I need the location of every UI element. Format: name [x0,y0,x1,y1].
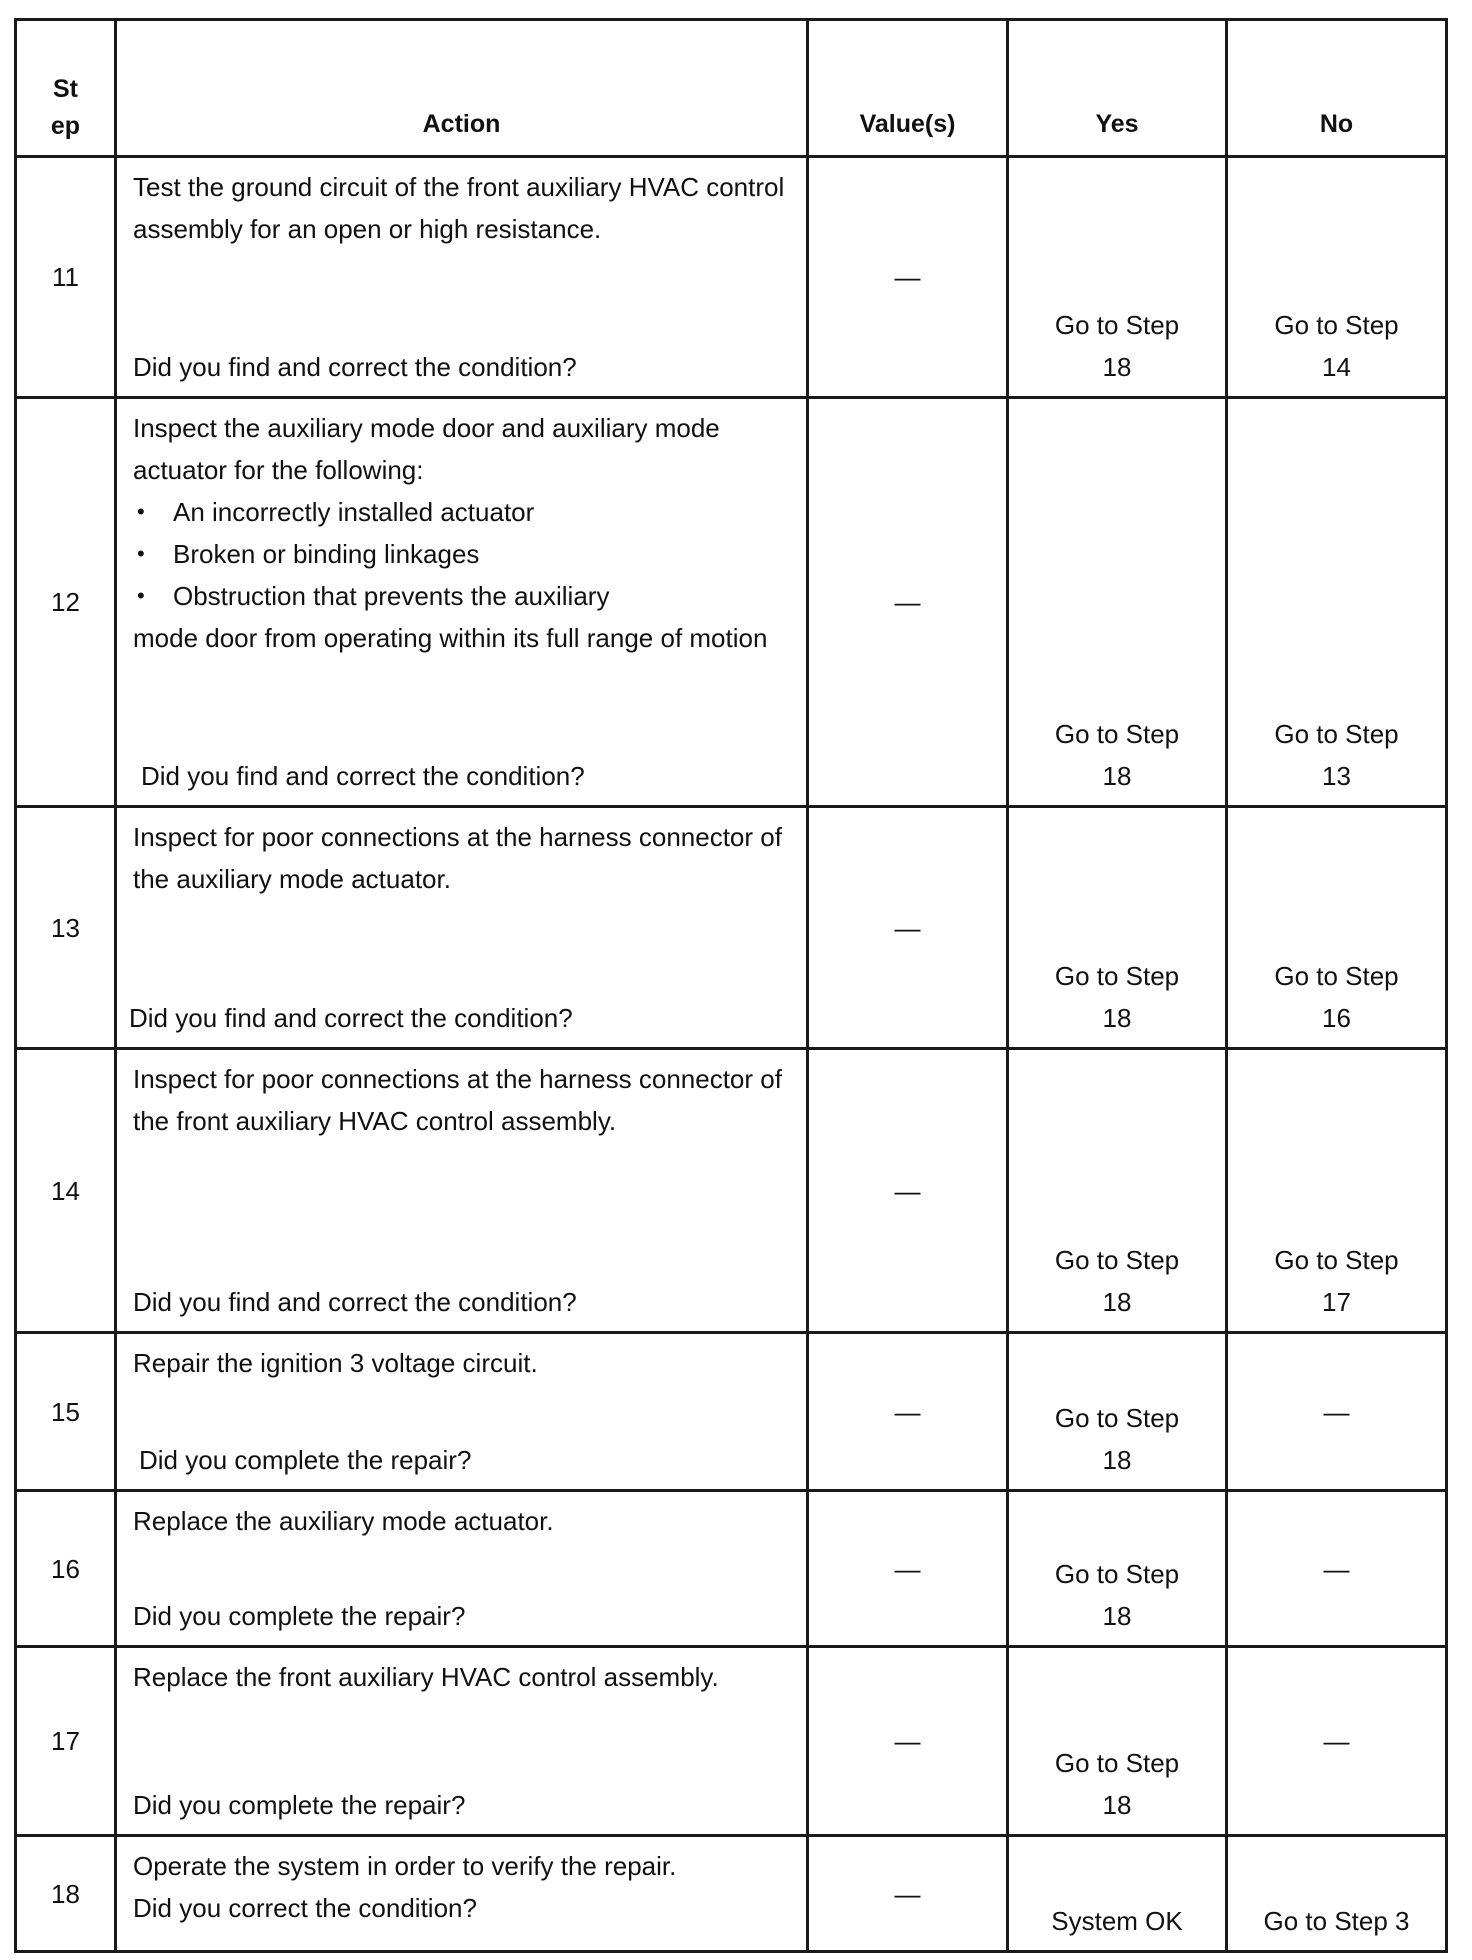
action-question: Did you find and correct the condition? [133,352,577,382]
action-cell [116,398,808,807]
no-cell [1227,807,1447,1049]
action-text: Repair the ignition 3 voltage circuit. [133,1348,538,1378]
bullet-list [133,491,796,617]
yes-goto-step: 18 [1102,1790,1132,1820]
no-goto-step: 16 [1322,1003,1351,1033]
step-number: 13 [16,807,116,1049]
action-question: Did you complete the repair? [139,1445,472,1475]
action-cell [116,807,808,1049]
no-goto-step: 14 [1322,352,1351,382]
yes-goto-step: 18 [1102,352,1132,382]
diagnostic-table [14,18,1448,1953]
value-cell: — [808,1333,1008,1491]
no-goto-step: 17 [1322,1287,1351,1317]
yes-goto-label: Go to Step [1054,1559,1180,1589]
no-cell [1227,398,1447,807]
table-row [16,1049,1447,1333]
step-number: 15 [16,1333,116,1491]
bullet-item: • An incorrectly installed actuator [133,491,796,533]
step-number: 11 [16,157,116,398]
table-row [16,1836,1447,1952]
step-number: 14 [16,1049,116,1333]
value-cell: — [808,1049,1008,1333]
step-number: 17 [16,1647,116,1836]
yes-cell: System OK [1008,1836,1227,1952]
action-question: Did you find and correct the condition? [129,1003,573,1033]
no-cell [1227,157,1447,398]
yes-cell [1008,807,1227,1049]
no-cell [1227,1049,1447,1333]
action-question: Did you complete the repair? [133,1601,466,1631]
action-cell [116,1647,808,1836]
yes-cell [1008,157,1227,398]
no-cell: — [1227,1647,1447,1836]
table-row [16,398,1447,807]
yes-goto-step: 18 [1102,1003,1132,1033]
yes-goto-label: Go to Step [1054,1403,1180,1433]
no-goto-label: Go to Step [1274,1245,1399,1275]
yes-goto-label: Go to Step [1054,1748,1180,1778]
no-cell: — [1227,1491,1447,1647]
header-yes: Yes [1008,20,1227,157]
action-question: Did you correct the condition? [133,1893,477,1923]
no-cell: Go to Step 3 [1227,1836,1447,1952]
action-cell [116,1491,808,1647]
action-text: Test the ground circuit of the front auxiliary HVAC control assembly for an open or high resistance. [133,172,785,244]
action-body [133,407,796,659]
yes-goto-label: Go to Step [1054,310,1180,340]
bullet-item: • Obstruction that prevents the auxiliary [133,575,796,617]
step-number: 12 [16,398,116,807]
value-cell: — [808,1491,1008,1647]
yes-cell [1008,1491,1227,1647]
step-number: 18 [16,1836,116,1952]
action-text: Replace the auxiliary mode actuator. [133,1506,554,1536]
action-cell [116,1333,808,1491]
action-text-continued: mode door from operating within its full range of motion [133,623,768,653]
table-row [16,1491,1447,1647]
value-cell: — [808,398,1008,807]
value-cell: — [808,157,1008,398]
action-question: Did you complete the repair? [133,1790,466,1820]
action-cell [116,157,808,398]
step-number: 16 [16,1491,116,1647]
yes-goto-step: 18 [1102,1287,1132,1317]
no-goto-step: 13 [1322,761,1351,791]
header-step-line1: St [53,75,78,103]
header-values: Value(s) [808,20,1008,157]
header-step [16,20,116,157]
yes-goto-step: 18 [1102,1601,1132,1631]
header-row [16,20,1447,157]
value-cell: — [808,1836,1008,1952]
action-text: Operate the system in order to verify the repair. [133,1851,677,1881]
action-text: Replace the front auxiliary HVAC control assembly. [133,1662,719,1692]
action-question: Did you find and correct the condition? [141,761,585,791]
yes-cell [1008,1049,1227,1333]
action-text: Inspect for poor connections at the harness connector of the front auxiliary HVAC control assembly. [133,1064,782,1136]
no-cell: — [1227,1333,1447,1491]
yes-goto-label: Go to Step [1054,961,1180,991]
action-cell [116,1836,808,1952]
table-row [16,157,1447,398]
header-no: No [1227,20,1447,157]
yes-cell [1008,1647,1227,1836]
no-goto-label: Go to Step [1274,310,1399,340]
table-row [16,1647,1447,1836]
yes-cell [1008,398,1227,807]
action-text: Inspect for poor connections at the harness connector of the auxiliary mode actuator. [133,822,782,894]
action-cell [116,1049,808,1333]
yes-goto-step: 18 [1102,1445,1132,1475]
yes-cell [1008,1333,1227,1491]
header-step-line2: ep [50,112,81,140]
action-text: Inspect the auxiliary mode door and auxiliary mode actuator for the following: [133,413,720,485]
table-row [16,1333,1447,1491]
table-row [16,807,1447,1049]
no-goto-label: Go to Step [1274,719,1399,749]
value-cell: — [808,807,1008,1049]
yes-goto-label: Go to Step [1054,719,1180,749]
bullet-item: • Broken or binding linkages [133,533,796,575]
yes-goto-step: 18 [1102,761,1132,791]
yes-goto-label: Go to Step [1054,1245,1180,1275]
no-goto-label: Go to Step [1274,961,1399,991]
action-question: Did you find and correct the condition? [133,1287,577,1317]
value-cell: — [808,1647,1008,1836]
header-action: Action [116,20,808,157]
